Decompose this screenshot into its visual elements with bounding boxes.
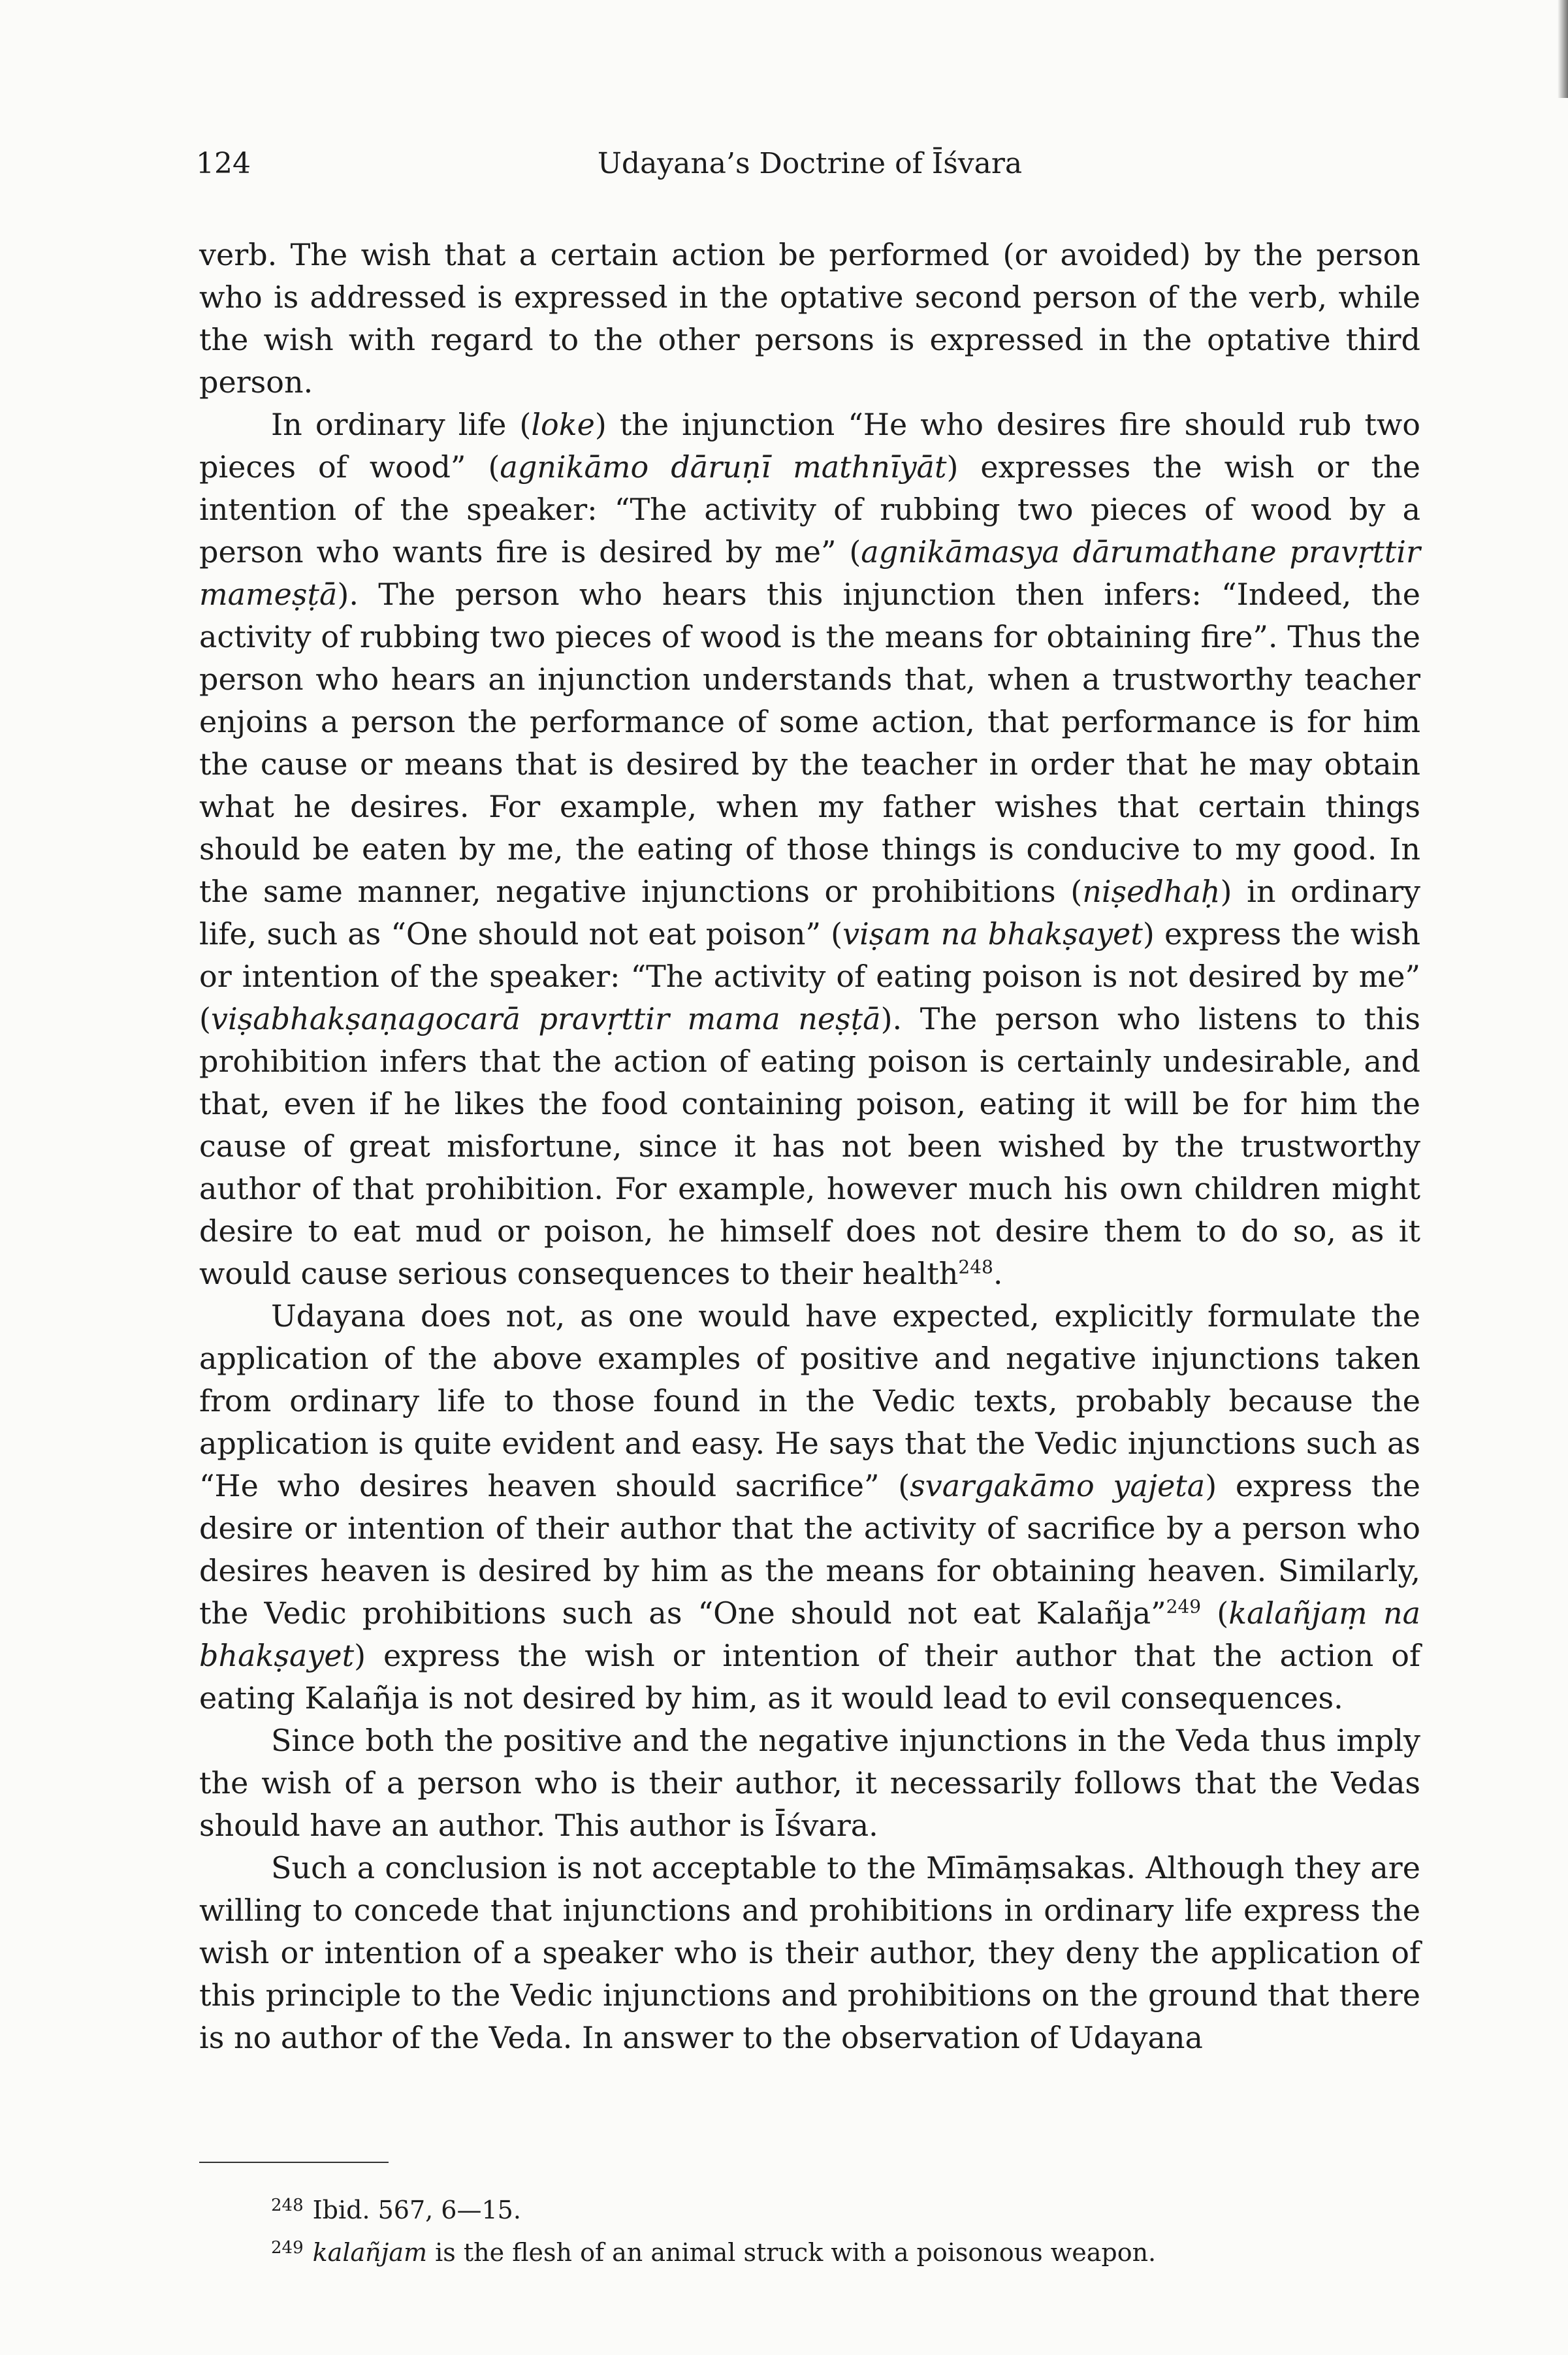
- footnotes: [271, 2187, 1420, 2271]
- sanskrit-term: agnikāmo dāruṇī mathnīyāt: [500, 449, 947, 485]
- footnote-divider: [199, 2162, 389, 2163]
- footnote-ref-248[interactable]: 248: [958, 1256, 993, 1278]
- running-title: Udayana’s Doctrine of Īśvara: [597, 147, 1023, 180]
- sanskrit-term: viṣam na bhakṣayet: [842, 916, 1143, 952]
- footnote-italic-term: kalañjam: [312, 2238, 428, 2267]
- footnote-number: 249: [271, 2238, 304, 2258]
- footnote-248: [271, 2187, 1420, 2229]
- sanskrit-term: loke: [531, 407, 595, 442]
- footnote-ref-249[interactable]: 249: [1166, 1595, 1202, 1618]
- sanskrit-term: niṣedhaḥ: [1082, 874, 1221, 909]
- footnote-text: is the flesh of an animal struck with a poisonous weapon.: [427, 2238, 1157, 2267]
- page-number: 124: [196, 147, 251, 180]
- paragraph-3: Udayana does not, as one would have expected, explicitly formulate the application of the above examples of positive and negative injunctions taken from ordinary life to those found in the Vedic texts, probably because the application is quite evident and easy. He says that the Vedic injunctions such as “He who desires heaven should sacrifice” (svargakāmo yajeta) express the desire or intention of their author that the activity of sacrifice by a person who desires heaven is desired by him as the means for obtaining heaven. Similarly, the Vedic prohibitions such as “One should not eat Kalañja”$^{249}$ (kalañjaṃ na bhakṣayet) express the wish or intention of their author that the action of eating Kalañja is not desired by him, as it would lead to evil consequences.: [199, 1298, 1420, 1716]
- page-header: [196, 147, 1424, 193]
- paragraph-1: verb. The wish that a certain action be performed (or avoided) by the person who is addressed is expressed in the optative second person of the verb, while the wish with regard to the other persons is expressed in the optative third person.: [199, 237, 1420, 400]
- footnote-number: 248: [271, 2196, 304, 2215]
- footnote-249: [271, 2229, 1420, 2271]
- sanskrit-term: svargakāmo yajeta: [910, 1468, 1206, 1503]
- footnote-text: Ibid. 567, 6—15.: [312, 2196, 521, 2224]
- paragraph-5: Such a conclusion is not acceptable to the Mīmāṃsakas. Although they are willing to concede that injunctions and prohibitions in ordinary life express the wish or intention of a speaker who is their author, they deny the application of this principle to the Vedic injunctions and prohibitions on the ground that there is no author of the Veda. In answer to the observation of Udayana: [199, 1850, 1420, 2055]
- sanskrit-term: kalañjaṃ na bhakṣayet: [199, 1595, 1420, 1673]
- scan-edge-shadow: [1558, 0, 1568, 98]
- sanskrit-term: viṣabhakṣaṇagocarā pravṛttir mama neṣṭā: [210, 1001, 881, 1036]
- sanskrit-term: agnikāmasya dārumathane pravṛttir mameṣṭā: [199, 534, 1420, 612]
- body-text: [199, 234, 1420, 2059]
- paragraph-2: In ordinary life (loke) the injunction “He who desires fire should rub two pieces of wood” (agnikāmo dāruṇī mathnīyāt) expresses the wish or the intention of the speaker: “The activity of rubbing two pieces of wood by a person who wants fire is desired by me” (agnikāmasya dārumathane pravṛttir mameṣṭā). The person who hears this injunction then infers: “Indeed, the activity of rubbing two pieces of wood is the means for obtaining fire”. Thus the person who hears an injunction understands that, when a trustworthy teacher enjoins a person the performance of some action, that performance is for him the cause or means that is desired by the teacher in order that he may obtain what he desires. For example, when my father wishes that certain things should be eaten by me, the eating of those things is conducive to my good. In the same manner, negative injunctions or prohibitions (niṣedhaḥ) in ordinary life, such as “One should not eat poison” (viṣam na bhakṣayet) express the wish or intention of the speaker: “The activity of eating poison is not desired by me” (viṣabhakṣaṇagocarā pravṛttir mama neṣṭā). The person who listens to this prohibition infers that the action of eating poison is certainly undesirable, and that, even if he likes the food containing poison, eating it will be for him the cause of great misfortune, since it has not been wished by the trustworthy author of that prohibition. For example, however much his own children might desire to eat mud or poison, he himself does not desire them to do so, as it would cause serious consequences to their health$^{248}$.: [199, 407, 1421, 1291]
- paragraph-4: Since both the positive and the negative injunctions in the Veda thus imply the wish of a person who is their author, it necessarily follows that the Vedas should have an author. This author is Īśvara.: [199, 1723, 1420, 1843]
